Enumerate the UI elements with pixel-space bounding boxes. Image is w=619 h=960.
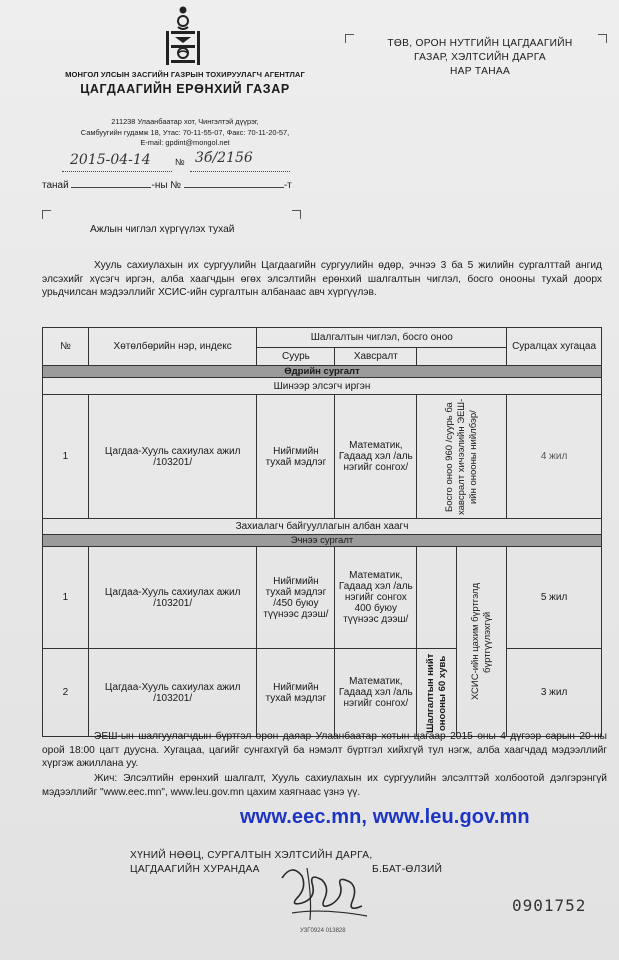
admission-table <box>42 327 602 737</box>
number-label: № <box>175 157 185 167</box>
merged-note: ХСИС-ийн цахим бүртгэлд бүртгүүлэхгүй <box>469 583 493 700</box>
ref-mid: -ны № <box>151 180 182 191</box>
subsection-new: Шинээр элсэгч иргэн <box>43 378 602 395</box>
address-line: Самбуугийн гудамж 18, Утас: 70-11-55-07, Факс: 70-11-20-57, <box>80 127 290 137</box>
row2-blank <box>417 547 457 649</box>
stamp-code: УЗГ0924 013828 <box>300 928 346 934</box>
row1-base: Нийгмийн тухай мэдлэг <box>257 395 335 519</box>
websites-caption: www.eec.mn, www.leu.gov.mn <box>240 806 530 828</box>
row2-duration: 5 жил <box>507 547 602 649</box>
row1-threshold: Босго оноо 960 /суурь ба хавсралт хичээлийн ЭЕШ-ийн онооны нийлбэр/ <box>443 398 479 515</box>
section-extramural: Эчнээ сургалт <box>43 535 602 547</box>
handwritten-date: 2015-04-14 <box>70 152 151 168</box>
recipient-line: НАР ТАНАА <box>449 66 511 77</box>
header-additional: Хавсралт <box>335 348 417 366</box>
row2-base: Нийгмийн тухай мэдлэг /450 буюу түүнээс дээш/ <box>257 547 335 649</box>
header-exam-group: Шалгалтын чиглэл, босго оноо <box>257 328 507 348</box>
header-base: Суурь <box>257 348 335 366</box>
row3-threshold: Шалгалтын нийт онооны 60 хувь <box>424 652 448 733</box>
reference-line <box>42 180 292 191</box>
corner-mark <box>42 210 51 219</box>
agency-address <box>40 117 330 149</box>
serial-number: 0901752 <box>512 896 587 915</box>
corner-mark <box>292 210 301 219</box>
subject-line: Ажлын чиглэл хүргүүлэх тухай <box>90 224 235 235</box>
intro-paragraph: Хууль сахиулахын их сургуулийн Цагдаагийн сургуулийн өдөр, эчнээ 3 ба 5 жилийн сургалттай ангид элсэхийг хүсэгч иргэн, алба хаагчдын өгөх элсэлтийн ерөнхий шалгалтын чиглэл, босго онооны тухай доорх урьдчилсан мэдээллийг ХСИС-ийн сургалтын албанаас авч хүргүүлэв. <box>42 260 602 299</box>
row1-program: Цагдаа-Хууль сахиулах ажил /103201/ <box>88 395 257 519</box>
agency-title: ЦАГДААГИЙН ЕРӨНХИЙ ГАЗАР <box>80 82 290 96</box>
corner-mark <box>345 34 354 43</box>
signatory-title: ХҮНИЙ НӨӨЦ, СУРГАЛТЫН ХЭЛТСИЙН ДАРГА, <box>130 850 373 861</box>
signatory-name: Б.БАТ-ӨЛЗИЙ <box>372 864 443 875</box>
section-day: Өдрийн сургалт <box>43 366 602 378</box>
header-blank <box>417 348 507 366</box>
header-duration: Суралцах хугацаа <box>507 328 602 366</box>
ref-prefix: танай <box>42 180 69 191</box>
row2-additional: Математик, Гадаад хэл /аль нэгийг сонгох 400 буюу түүнээс дээш/ <box>335 547 417 649</box>
row1-threshold-cell <box>417 395 507 519</box>
row3-num: 2 <box>43 649 89 737</box>
row3-program: Цагдаа-Хууль сахиулах ажил /103201/ <box>88 649 257 737</box>
corner-mark <box>598 34 607 43</box>
recipient-block <box>365 37 595 79</box>
row1-duration: 4 жил <box>507 395 602 519</box>
agency-subtitle: МОНГОЛ УЛСЫН ЗАСГИЙН ГАЗРЫН ТОХИРУУЛАГЧ АГЕНТЛАГ <box>65 70 305 79</box>
header-num: № <box>43 328 89 366</box>
deadline-note: ЭЕШ-ын шалгуулагчдын бүртгэл орон даяар Улаанбаатар хотын цагаар 2015 оны 4 дүгээр сарын 20-ны орой 18:00 цагт дуусна. Хугацаа, цагийг сунгахгүй ба нэмэлт бүртгэл хийхгүй тул нэгж, алба хаагчдад мэдээллийг хүргэж ажиллана уу. <box>42 731 607 770</box>
address-line: E-mail: gpdint@mongol.net <box>140 138 230 147</box>
recipient-line: ТӨВ, ОРОН НУТГИЙН ЦАГДААГИЙН <box>387 38 573 49</box>
recipient-line: ГАЗАР, ХЭЛТСИЙН ДАРГА <box>414 52 546 63</box>
row1-additional: Математик, Гадаад хэл /аль нэгийг сонгох/ <box>335 395 417 519</box>
row3-base: Нийгмийн тухай мэдлэг <box>257 649 335 737</box>
state-emblem-icon <box>163 5 203 71</box>
ref-suffix: -т <box>283 180 292 191</box>
address-line: 211238 Улаанбаатар хот, Чингэлтэй дүүрэг, <box>111 117 259 126</box>
date-underline <box>62 170 172 172</box>
signatory-rank: ЦАГДААГИЙН ХУРАНДАА <box>130 864 260 875</box>
number-underline <box>190 170 290 172</box>
row1-num: 1 <box>43 395 89 519</box>
merged-note-cell <box>457 547 507 737</box>
info-note: Жич: Элсэлтийн ерөнхий шалгалт, Хууль сахиулахын их сургуулийн элсэлттэй холбоотой дэлгэрэнгүй мэдээллийг "www.eec.mn", www.leu.gov.mn цахим хаягнаас үзнэ үү. <box>42 773 607 798</box>
row3-threshold-cell <box>417 649 457 737</box>
row3-additional: Математик, Гадаад хэл /аль нэгийг сонгох/ <box>335 649 417 737</box>
row3-duration: 3 жил <box>507 649 602 737</box>
header-program: Хөтөлбөрийн нэр, индекс <box>88 328 257 366</box>
row2-program: Цагдаа-Хууль сахиулах ажил /103201/ <box>88 547 257 649</box>
subsection-staff: Захиалагч байгууллагын албан хаагч <box>43 519 602 535</box>
handwritten-signature <box>272 858 382 928</box>
row2-num: 1 <box>43 547 89 649</box>
handwritten-number: 3б/2156 <box>195 150 253 166</box>
